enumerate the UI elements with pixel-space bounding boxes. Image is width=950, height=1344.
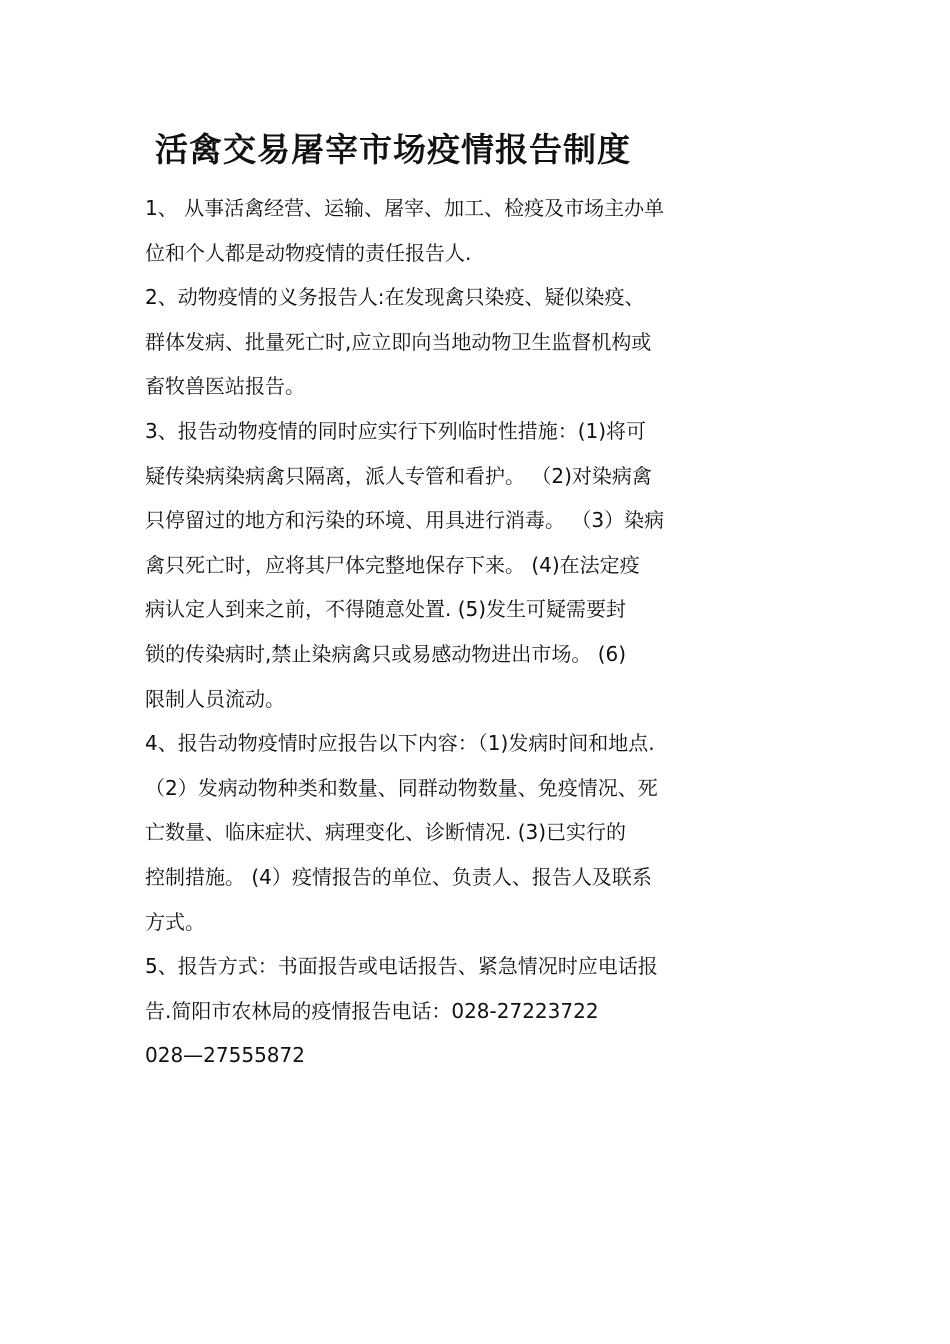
text-line: 群体发病、批量死亡时,应立即向当地动物卫生监督机构或 [145, 329, 652, 354]
text-line: 亡数量、临床症状、病理变化、诊断情况. (3)已实行的 [145, 820, 627, 845]
text-line: 5、报告方式：书面报告或电话报告、紧急情况时应电话报 [145, 954, 658, 979]
text-line: （2）发病动物种类和数量、同群动物数量、免疫情况、死 [145, 775, 658, 800]
text-line: 3、报告动物疫情的同时应实行下列临时性措施：(1)将可 [145, 418, 647, 443]
text-line: 控制措施。 (4）疫情报告的单位、负责人、报告人及联系 [145, 864, 652, 889]
document-body [145, 186, 745, 1078]
text-line: 只停留过的地方和污染的环境、用具进行消毒。 （3）染病 [145, 508, 665, 533]
text-line: 4、报告动物疫情时应报告以下内容：（1)发病时间和地点. [145, 731, 655, 756]
text-line: 疑传染病染病禽只隔离，派人专管和看护。 （2)对染病禽 [145, 463, 652, 488]
text-line: 方式。 [145, 909, 205, 934]
text-line: 禽只死亡时，应将其尸体完整地保存下来。 (4)在法定疫 [145, 552, 640, 577]
text-line: 1、 从事活禽经营、运输、屠宰、加工、检疫及市场主办单 [145, 196, 665, 220]
text-line: 病认定人到来之前，不得随意处置. (5)发生可疑需要封 [145, 597, 627, 622]
text-line: 位和个人都是动物疫情的责任报告人. [145, 240, 472, 265]
text-line: 028—27555872 [145, 1043, 305, 1068]
text-line: 锁的传染病时,禁止染病禽只或易感动物进出市场。 (6) [145, 641, 627, 666]
document-title: 活禽交易屠宰市场疫情报告制度 [155, 130, 631, 169]
text-line: 限制人员流动。 [145, 686, 285, 711]
text-line: 告.简阳市农林局的疫情报告电话：028-27223722 [145, 998, 599, 1023]
text-line: 2、动物疫情的义务报告人:在发现禽只染疫、疑似染疫、 [145, 285, 645, 310]
text-line: 畜牧兽医站报告。 [145, 374, 305, 399]
